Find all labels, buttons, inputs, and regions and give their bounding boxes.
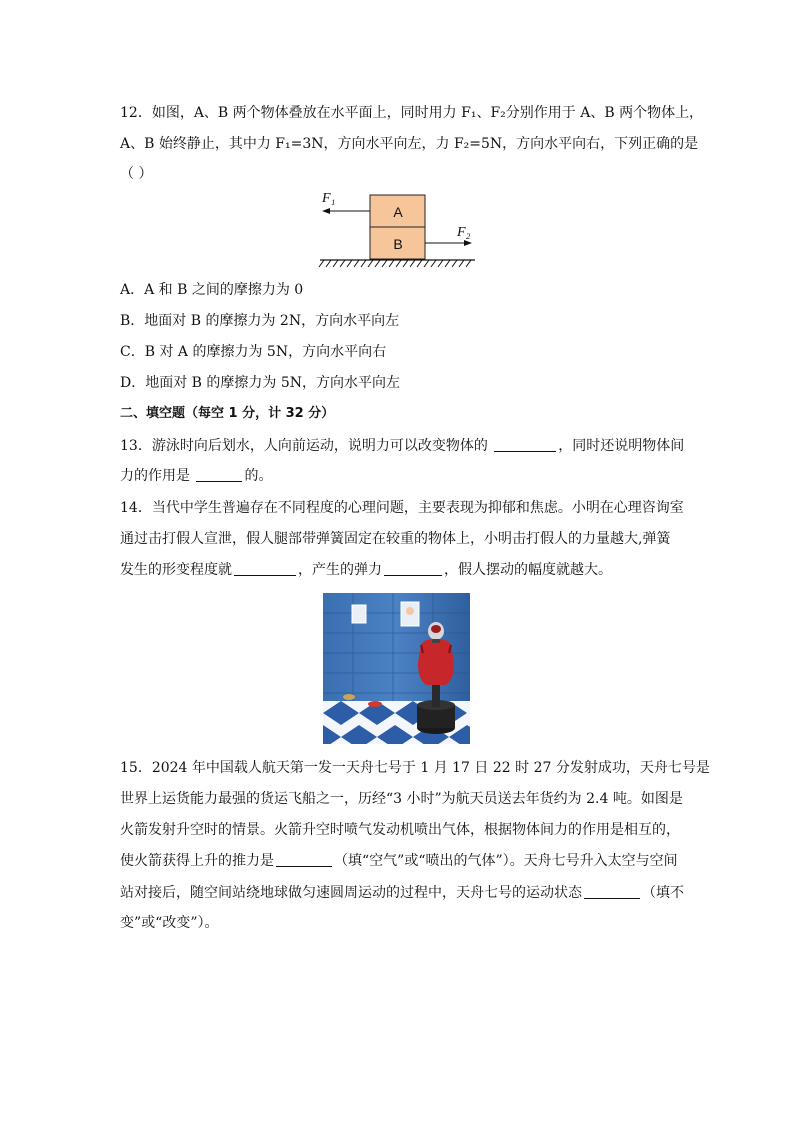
- force-diagram-svg: [310, 186, 490, 272]
- q13-line2: [120, 467, 272, 485]
- q12-option-d: D．地面对 B 的摩擦力为 5N，方向水平向左: [120, 375, 401, 391]
- block-a-label: A: [393, 204, 403, 220]
- q14-line2: 通过击打假人宣泄，假人腿部带弹簧固定在较重的物体上，小明击打假人的力量越大,弹簧: [120, 531, 671, 547]
- force1-arrowhead: [322, 208, 330, 214]
- q13-line2-text-b: 的。: [244, 468, 273, 484]
- q15-line5-text-b: （填不: [642, 885, 684, 901]
- q15-line5-text-a: 站对接后，随空间站绕地球做匀速圆周运动的过程中，天舟七号的运动状态: [120, 885, 582, 901]
- block-b-label: B: [393, 236, 403, 252]
- q12-line2: A、B 始终静止，其中力 F₁=3N，方向水平向左，力 F₂=5N，方向水平向右，下列正确的是: [120, 136, 699, 152]
- q14-blank-1[interactable]: [234, 561, 296, 576]
- q14-line3-text-b: ，产生的弹力: [298, 562, 382, 578]
- q14-line3-text-c: ，假人摆动的幅度就越大。: [444, 562, 612, 578]
- q13-line2-text-a: 力的作用是: [120, 468, 195, 484]
- q15-line4-text-b: （填“空气”或“喷出的气体”）。天舟七号升入太空与空间: [334, 853, 678, 869]
- ground-hatching: [319, 260, 471, 267]
- q15-blank-1[interactable]: [276, 852, 332, 867]
- q12-option-c: C．B 对 A 的摩擦力为 5N，方向水平向右: [120, 344, 387, 360]
- force1-label: F₁: [322, 191, 336, 206]
- q12-option-b: B．地面对 B 的摩擦力为 2N，方向水平向左: [120, 313, 400, 329]
- punching-dummy-illustration: [323, 593, 470, 744]
- q15-line4: [120, 852, 678, 870]
- q14-line3-text-a: 发生的形变程度就: [120, 562, 232, 578]
- q15-line6: 变”或“改变”）。: [120, 915, 219, 931]
- q12-line1: 12．如图，A、B 两个物体叠放在水平面上，同时用力 F₁、F₂分别作用于 A、B 两个物体上，: [120, 105, 704, 121]
- poster-left: [352, 605, 366, 623]
- q15-line2: 世界上运货能力最强的货运飞船之一，历经“3 小时”为航天员送去年货约为 2.4 吨。如图是: [120, 791, 683, 807]
- section2-title: 二、填空题（每空 1 分，计 32 分）: [120, 406, 335, 421]
- q14-line3: [120, 561, 612, 579]
- q12-line3: （ ）: [120, 166, 153, 182]
- q13-blank-2[interactable]: [196, 467, 242, 482]
- q12-force-diagram: [310, 186, 490, 272]
- q15-blank-2[interactable]: [584, 884, 640, 899]
- q15-line3: 火箭发射升空时的情景。火箭升空时喷气发动机喷出气体，根据物体间力的作用是相互的，: [120, 822, 680, 838]
- force2-label: F₂: [457, 225, 471, 240]
- q15-line1: 15．2024 年中国载人航天第一发一天舟七号于 1 月 17 日 22 时 27 分发射成功，天舟七号是: [120, 760, 710, 776]
- q15-line4-text-a: 使火箭获得上升的推力是: [120, 853, 274, 869]
- q15-line5: [120, 884, 684, 902]
- q12-option-a: A．A 和 B 之间的摩擦力为 0: [120, 282, 304, 298]
- force2-arrowhead: [464, 240, 472, 246]
- q13-blank-1[interactable]: [494, 437, 556, 452]
- dummy-torso: [418, 639, 454, 685]
- q13-line1-text-a: 13．游泳时向后划水，人向前运动，说明力可以改变物体的: [120, 438, 493, 454]
- q13-line1: [120, 437, 684, 455]
- q14-blank-2[interactable]: [384, 561, 442, 576]
- q14-line1: 14．当代中学生普遍存在不同程度的心理问题，主要表现为抑郁和焦虑。小明在心理咨询室: [120, 500, 684, 516]
- q13-line1-text-b: ，同时还说明物体间: [558, 438, 685, 454]
- punching-dummy-photo: [323, 593, 470, 744]
